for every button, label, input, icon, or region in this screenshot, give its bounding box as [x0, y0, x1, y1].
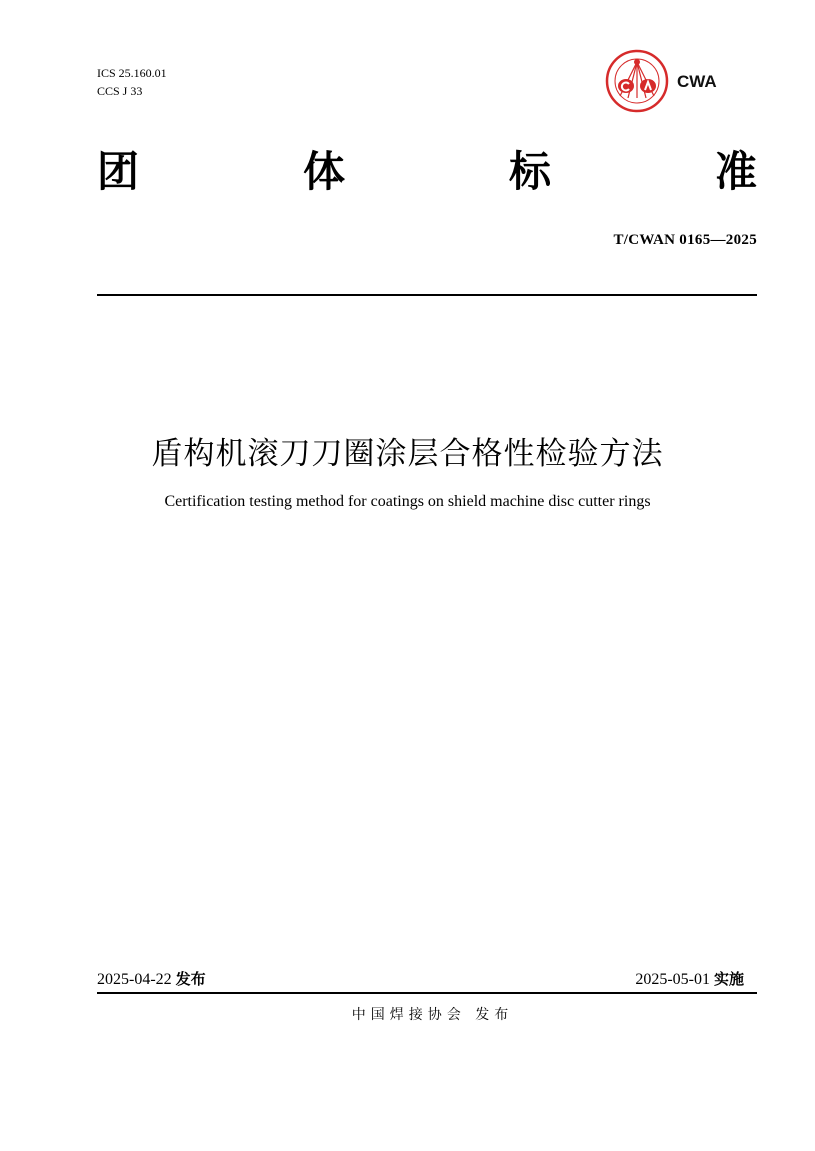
standard-type-char: 标 [508, 147, 551, 196]
document-title-english: Certification testing method for coatings on shield machine disc cutter rings [164, 493, 651, 510]
ccs-code: CCS J 33 [97, 84, 143, 98]
cwa-logo [604, 48, 734, 114]
issue-label: 发布 [175, 970, 206, 988]
implement-date: 2025-05-01 [635, 971, 710, 988]
standard-type-heading [97, 148, 757, 196]
cwa-emblem-icon [604, 48, 670, 114]
footer-divider [97, 992, 757, 994]
implement-label: 实施 [713, 970, 744, 988]
issue-date: 2025-04-22 [97, 971, 172, 988]
issue-date-line [97, 968, 206, 989]
logo-wordmark: CWA [677, 72, 717, 91]
header-divider [97, 294, 757, 296]
publisher-line: 中国焊接协会 发布 [351, 1007, 514, 1023]
standard-type-char: 团 [97, 147, 140, 196]
classification-codes [97, 64, 167, 100]
implement-date-line [635, 968, 744, 989]
standard-number: T/CWAN 0165—2025 [613, 232, 757, 248]
ics-code: ICS 25.160.01 [97, 66, 167, 80]
standard-type-char: 准 [714, 147, 757, 196]
document-title-chinese: 盾构机滚刀刀圈涂层合格性检验方法 [151, 436, 664, 472]
standard-type-char: 体 [302, 147, 345, 196]
